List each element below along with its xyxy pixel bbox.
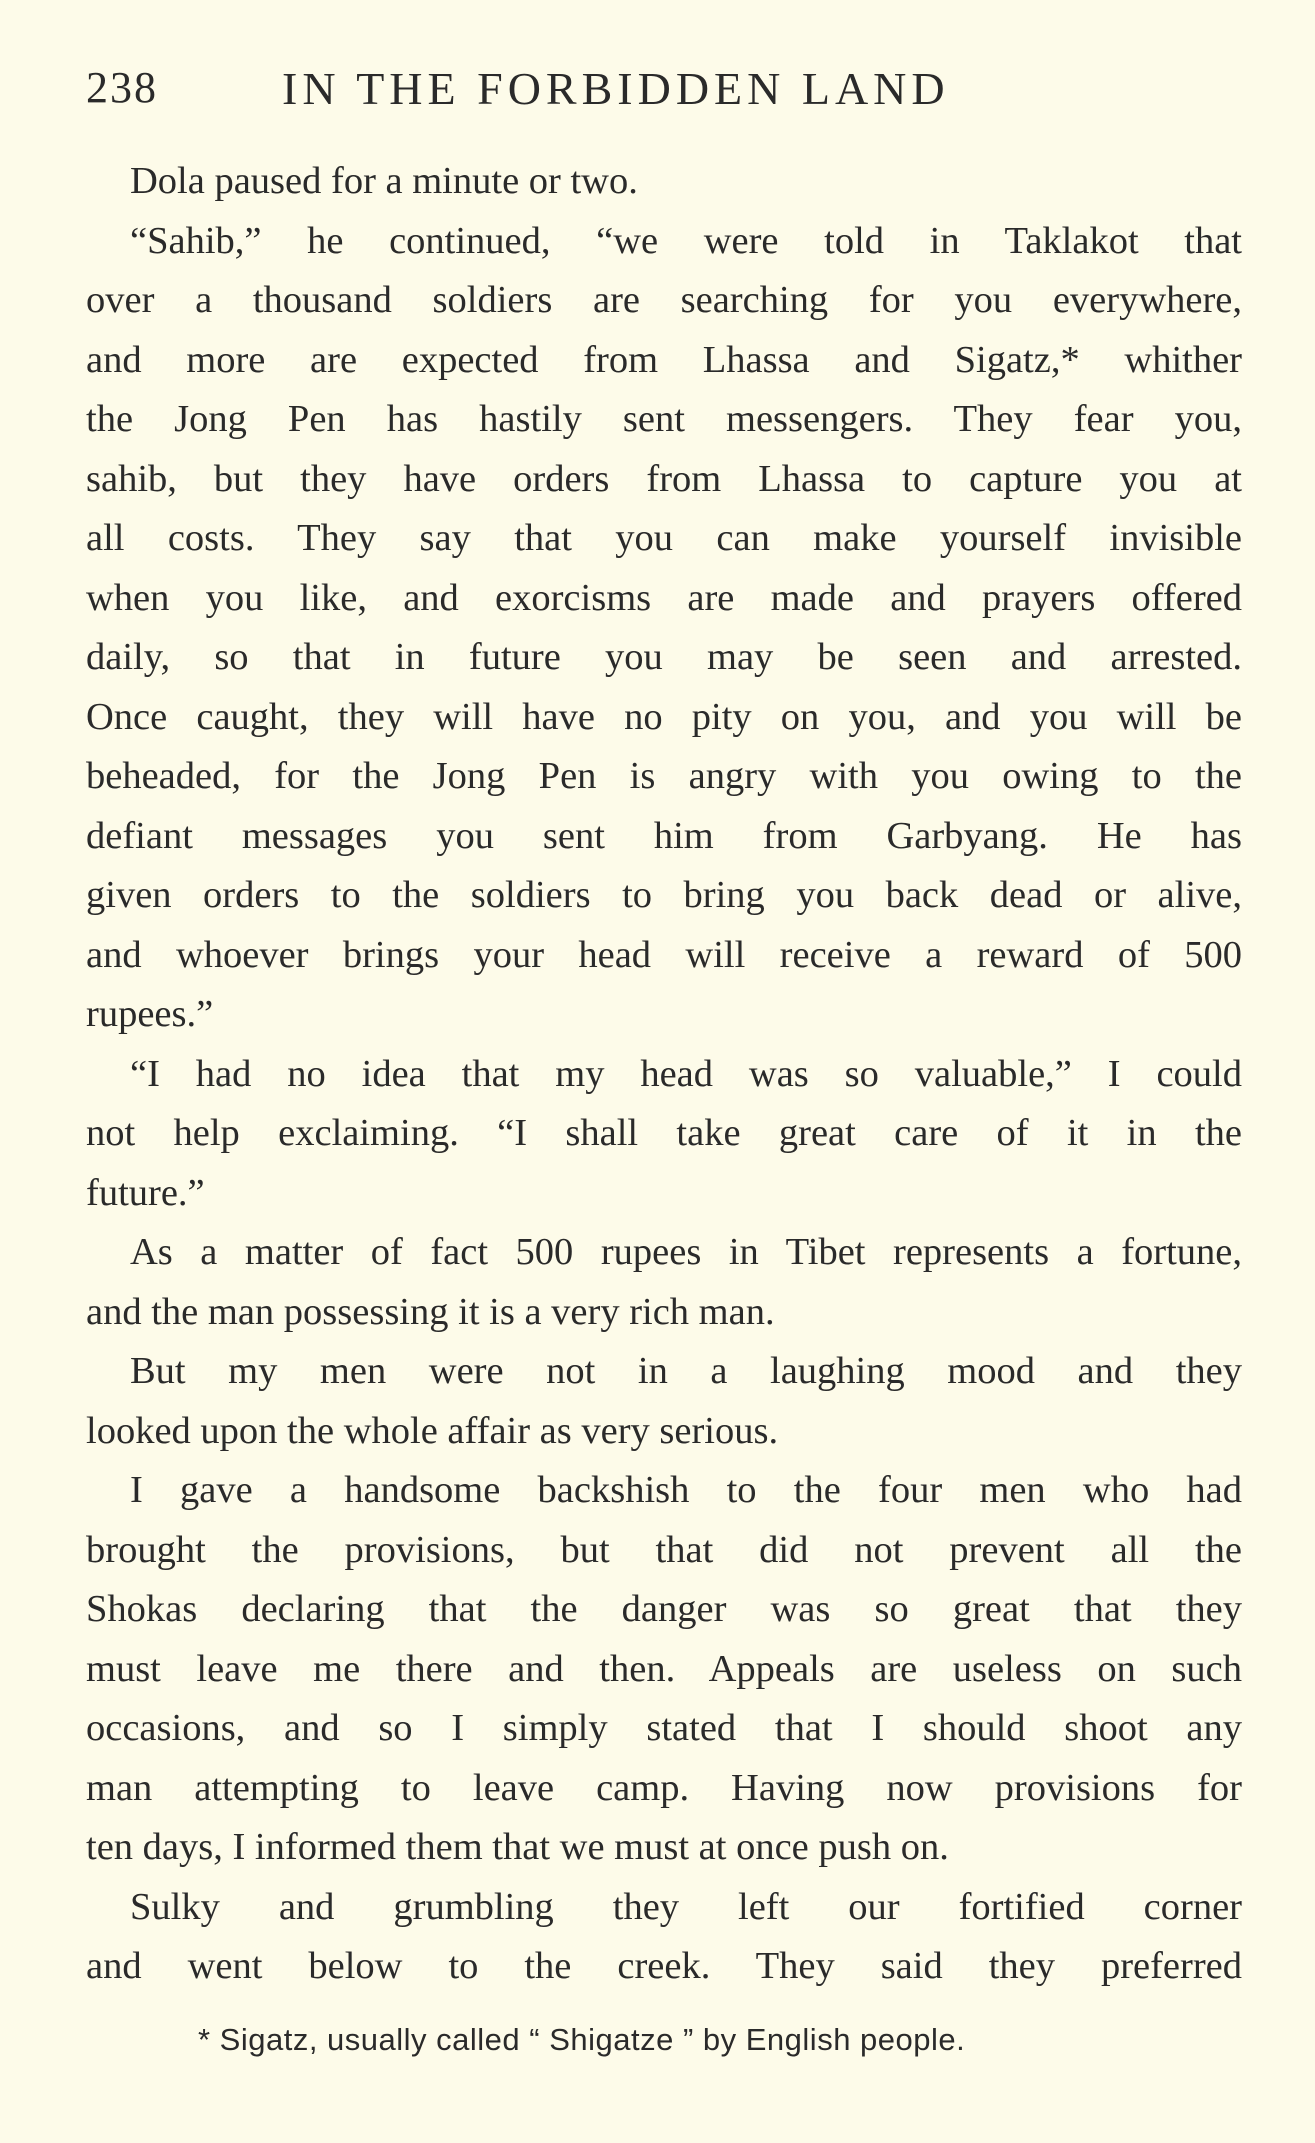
text-line: “I had no idea that my head was so valuable,” I could bbox=[130, 1052, 1242, 1095]
text-line: over a thousand soldiers are searching for you everywhere, bbox=[86, 279, 1242, 321]
text-line: “Sahib,” he continued, “we were told in Taklakot that bbox=[130, 219, 1242, 262]
text-line: given orders to the soldiers to bring you back dead or alive, bbox=[86, 874, 1242, 916]
text-line: Dola paused for a minute or two. bbox=[130, 160, 638, 202]
text-line: As a matter of fact 500 rupees in Tibet represents a fortune, bbox=[130, 1231, 1242, 1273]
text-line: Once caught, they will have no pity on you, and you will be bbox=[86, 695, 1242, 738]
body-text bbox=[86, 152, 1242, 1997]
text-line: must leave me there and then. Appeals are useless on such bbox=[86, 1647, 1242, 1690]
text-line: Shokas declaring that the danger was so great that they bbox=[86, 1588, 1242, 1630]
text-line: occasions, and so I simply stated that I should shoot any bbox=[86, 1707, 1242, 1749]
text-line: defiant messages you sent him from Garbyang. He has bbox=[86, 814, 1242, 857]
text-line: rupees.” bbox=[86, 993, 214, 1035]
page-number: 238 bbox=[86, 63, 158, 112]
text-line: But my men were not in a laughing mood and they bbox=[130, 1350, 1242, 1392]
text-line: all costs. They say that you can make yourself invisible bbox=[86, 517, 1242, 559]
text-line: ten days, I informed them that we must at once push on. bbox=[86, 1826, 949, 1868]
text-line: not help exclaiming. “I shall take great care of it in the bbox=[86, 1112, 1242, 1154]
text-line: the Jong Pen has hastily sent messengers. They fear you, bbox=[86, 398, 1242, 440]
text-line: looked upon the whole affair as very serious. bbox=[86, 1409, 779, 1452]
text-line: brought the provisions, but that did not prevent all the bbox=[86, 1528, 1242, 1571]
page-header bbox=[86, 62, 1246, 122]
text-line: Sulky and grumbling they left our fortified corner bbox=[130, 1885, 1242, 1928]
text-line: when you like, and exorcisms are made and prayers offered bbox=[86, 576, 1242, 619]
text-line: and more are expected from Lhassa and Sigatz,* whither bbox=[86, 338, 1242, 381]
text-line: and whoever brings your head will receive a reward of 500 bbox=[86, 933, 1242, 976]
text-line: and the man possessing it is a very rich man. bbox=[86, 1290, 775, 1333]
text-line: daily, so that in future you may be seen and arrested. bbox=[86, 636, 1242, 678]
text-line: sahib, but they have orders from Lhassa to capture you at bbox=[86, 457, 1242, 500]
text-line: man attempting to leave camp. Having now provisions for bbox=[86, 1766, 1242, 1809]
text-line: beheaded, for the Jong Pen is angry with you owing to the bbox=[86, 755, 1242, 797]
text-line: I gave a handsome backshish to the four men who had bbox=[130, 1469, 1242, 1511]
text-line: and went below to the creek. They said they preferred bbox=[86, 1945, 1242, 1987]
running-title: IN THE FORBIDDEN LAND bbox=[282, 63, 950, 114]
footnote: * Sigatz, usually called “ Shigatze ” by English people. bbox=[198, 2022, 966, 2057]
text-line: future.” bbox=[86, 1171, 205, 1214]
